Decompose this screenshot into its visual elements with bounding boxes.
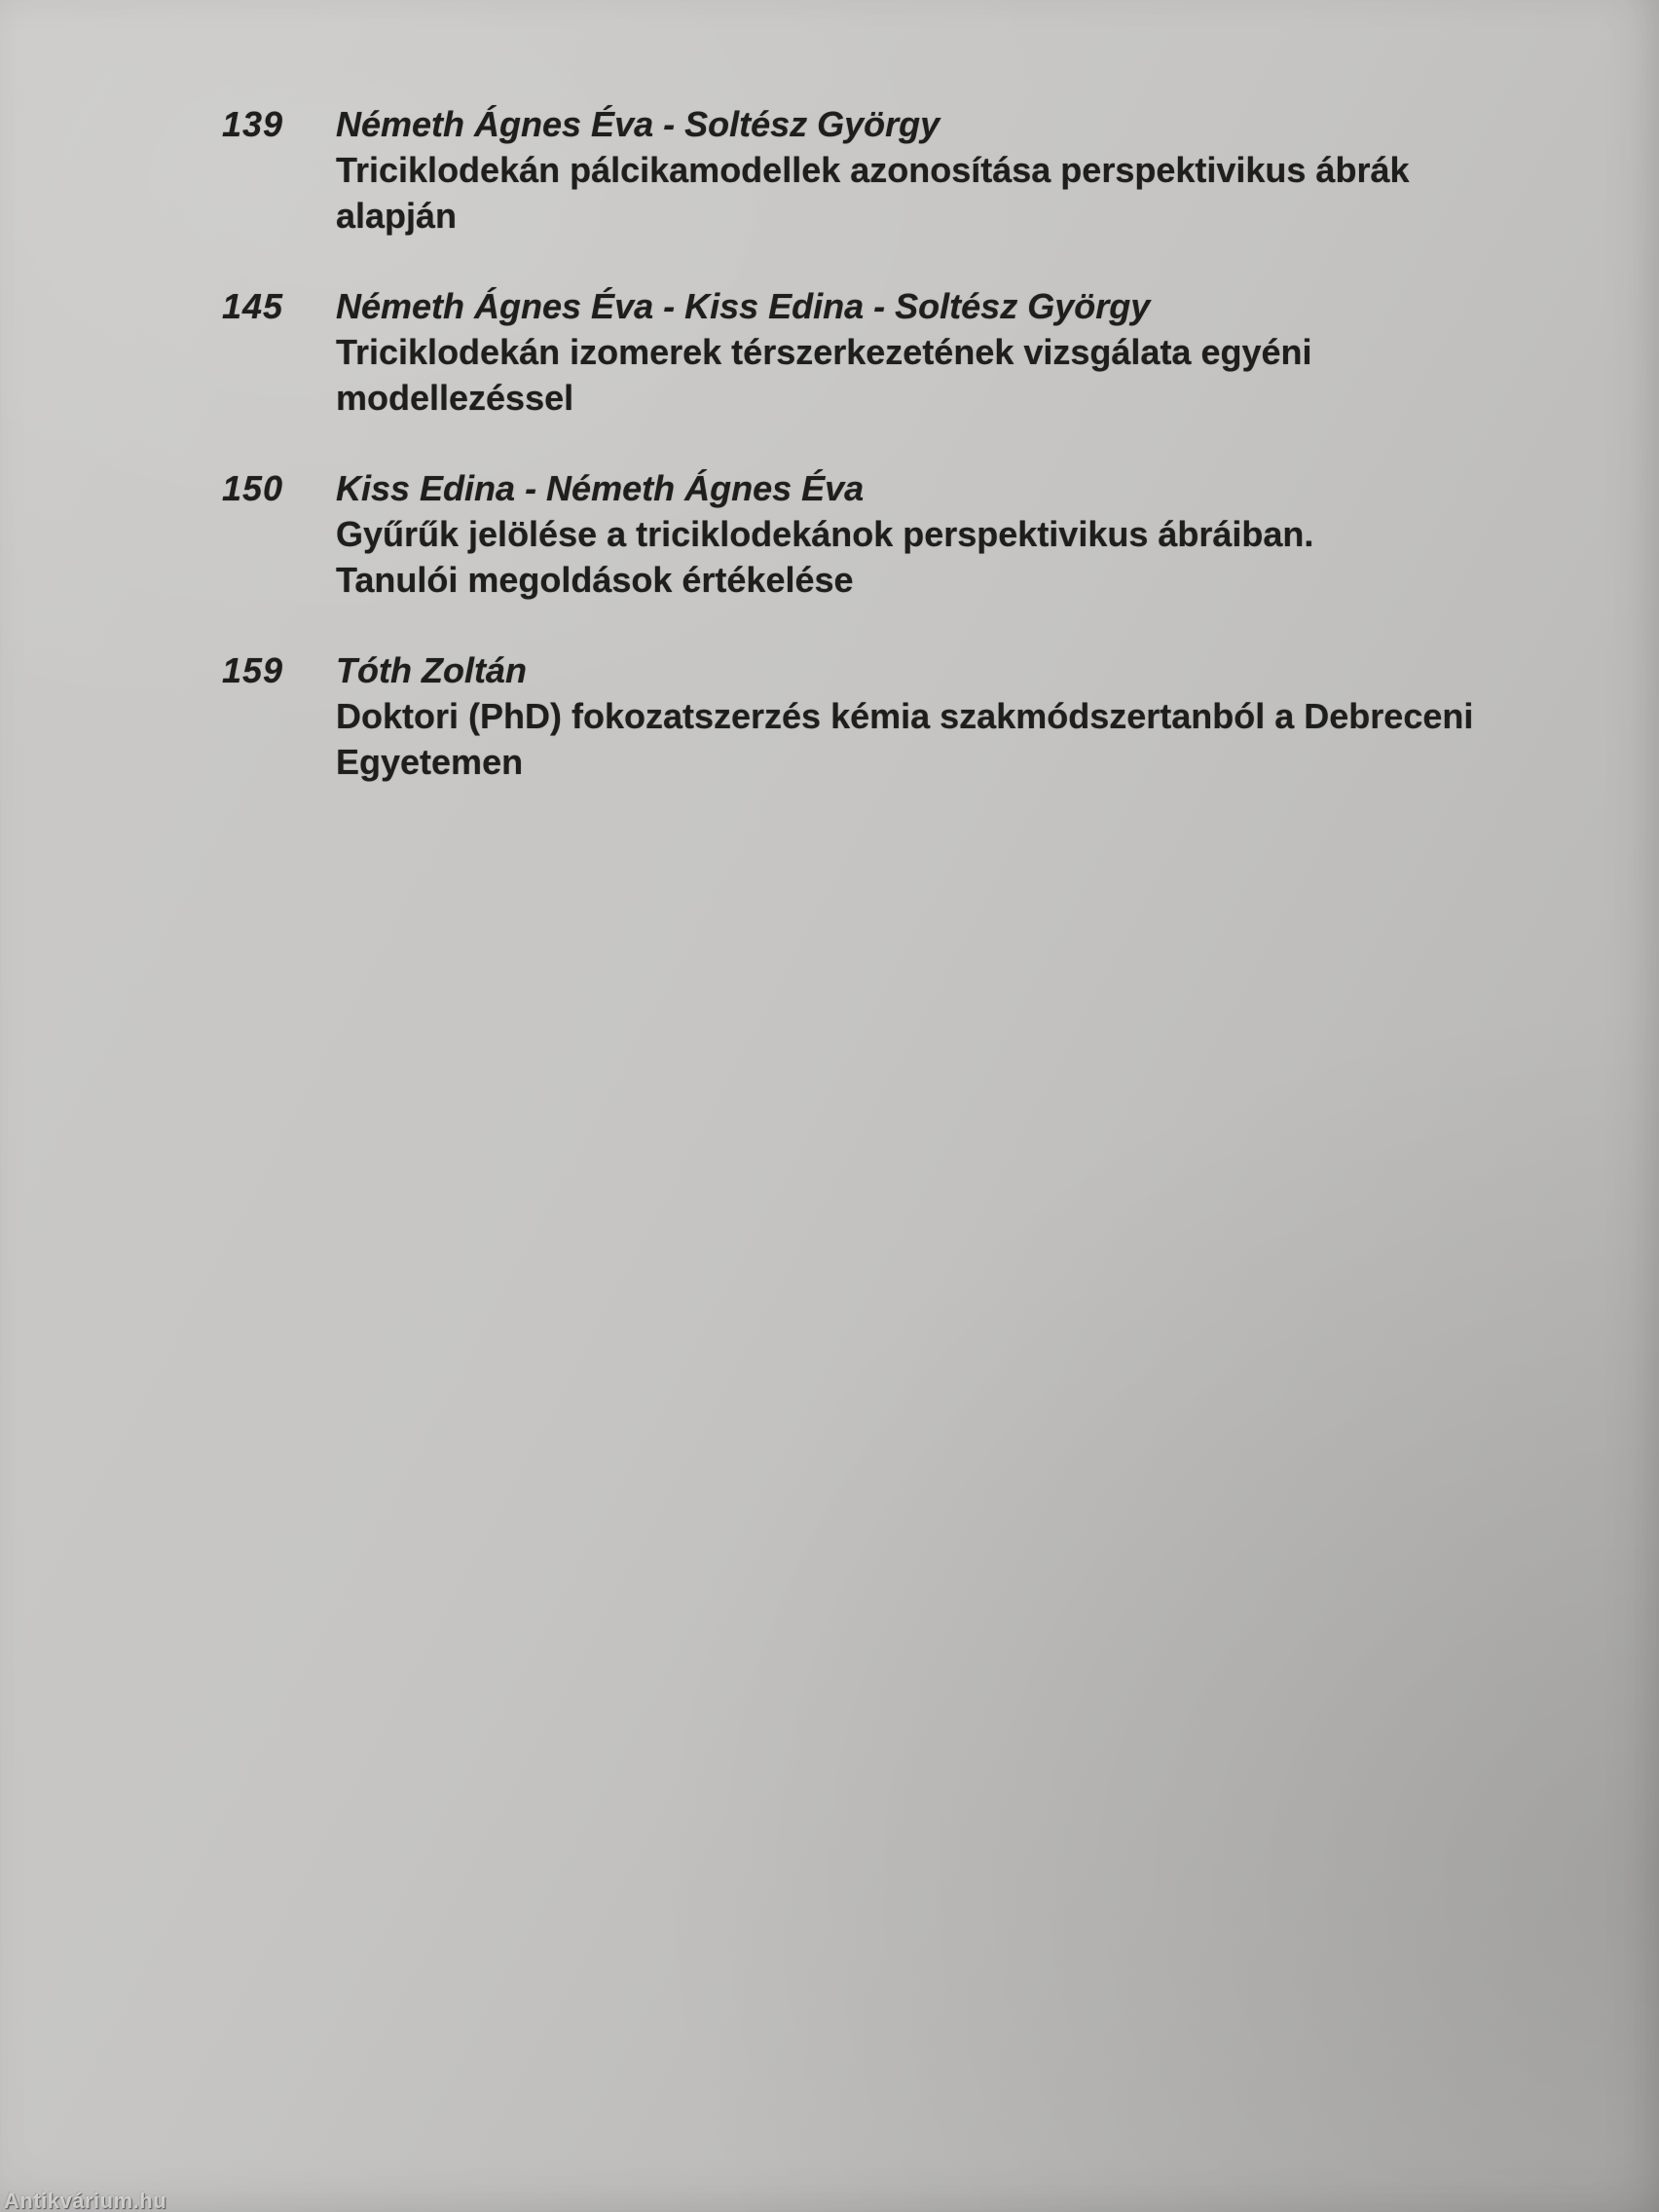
toc-entry xyxy=(0,465,1659,603)
table-of-contents xyxy=(0,101,1659,830)
toc-entry-title-line: modellezéssel xyxy=(336,378,574,418)
toc-entry-title-line: Egyetemen xyxy=(336,742,524,782)
toc-entry-authors: Németh Ágnes Éva - Kiss Edina - Soltész György xyxy=(336,286,1151,326)
toc-entry-body xyxy=(336,283,1504,421)
toc-entry-title-line: Triciklodekán izomerek térszerkezetének vizsgálata egyéni xyxy=(336,332,1312,372)
toc-entry-body xyxy=(336,647,1504,785)
toc-page-number: 150 xyxy=(222,468,284,508)
toc-entry-title-line: Gyűrűk jelölése a triciklodekánok perspektivikus ábráiban. xyxy=(336,514,1314,554)
toc-page-number: 159 xyxy=(222,650,284,690)
toc-page-number: 139 xyxy=(222,104,284,144)
toc-entry-title-line: alapján xyxy=(336,196,458,236)
toc-entry-body xyxy=(336,465,1504,603)
toc-entry-title-line: Triciklodekán pálcikamodellek azonosítása perspektivikus ábrák xyxy=(336,150,1410,190)
toc-page-number: 145 xyxy=(222,286,284,326)
toc-entry-authors: Kiss Edina - Németh Ágnes Éva xyxy=(336,468,865,508)
toc-entry-title-line: Doktori (PhD) fokozatszerzés kémia szakmódszertanból a Debreceni xyxy=(336,696,1474,736)
toc-entry-authors: Németh Ágnes Éva - Soltész György xyxy=(336,104,940,144)
toc-entry xyxy=(0,101,1659,239)
toc-entry-authors: Tóth Zoltán xyxy=(336,650,527,690)
antikvarium-watermark: Antikvárium.hu xyxy=(4,2189,167,2212)
toc-entry-title-line: Tanulói megoldások értékelése xyxy=(336,560,854,600)
toc-entry-body xyxy=(336,101,1504,239)
toc-entry xyxy=(0,283,1659,421)
toc-entry xyxy=(0,647,1659,785)
